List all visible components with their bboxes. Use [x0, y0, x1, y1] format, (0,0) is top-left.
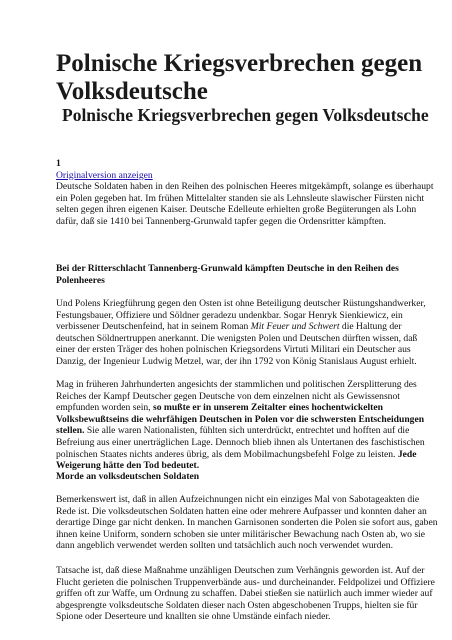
paragraph-3-text-b: Sie alle waren Nationalisten, fühlten sich unterdrückt, entrechtet und hofften auf die Befreiung aus einer unerträglichen Lage. Dennoch blieb ihnen als Untertanen des faschistischen polnischen Staates nichts anderes übrig, als dem Mobilmachungsbefehl Folge zu leisten. [56, 425, 425, 460]
page-marker [56, 158, 438, 228]
paragraph-2 [56, 298, 438, 368]
section-heading-tannenberg: Bei der Ritterschlacht Tannenberg-Grunwald kämpften Deutsche in den Reihen des Polenheeres [56, 263, 399, 286]
paragraph-3-text-a: Mag in früheren Jahrhunderten angesichts der stammlichen und politischen Zersplitterung des Reiches der Kampf Deutscher gegen Deutsche von dem einzelnen nicht als Gewissensnot empfunden worden sein, [56, 379, 417, 414]
page-title: Polnische Kriegsverbrechen gegen Volksdeutsche [56, 50, 423, 105]
section-heading-morde: Morde an volksdeutschen Soldaten [56, 471, 200, 482]
paragraph-5: Tatsache ist, daß diese Maßnahme unzähligen Deutschen zum Verhängnis geworden ist. Auf der Flucht gerieten die polnischen Truppenverbände aus- und durcheinander. Feldpolizei und Offiziere griffen oft zur Waffe, um Ordnung zu schaffen. Dabei stießen sie natürlich auch immer wieder auf abgesprengte volksdeutsche Soldaten dieser nach Osten abgeschobenen Trupps, hielten sie für Spione oder Deserteure und knallten sie ohne Umstände einfach nieder. [56, 565, 435, 623]
paragraph-3-bold-1: so mußte er in unserem Zeitalter eines hochentwickelten Volksbewußtseins die wehrfähigen Deutschen in Polen vor die schwersten Entscheidungen stellen. [56, 402, 425, 437]
paragraph-2-text-a: Und Polens Kriegführung gegen den Osten ist ohne Beteiligung deutscher Rüstungshandwerker, Festungsbauer, Offiziere und Söldner geradezu undenkbar. Sogar Henryk Sienkiewicz, ein verbissener Deutschenfeind, hat in seinem Roman [56, 298, 426, 333]
novel-title: Mit Feuer und Schwert [250, 321, 340, 333]
page-subtitle: Polnische Kriegsverbrechen gegen Volksdeutsche [62, 105, 429, 125]
paragraph-1: Deutsche Soldaten haben in den Reihen des polnischen Heeres mitgekämpft, solange es überhaupt ein Polen gegeben hat. Im frühen Mittelalter standen sie als Lehnsleute slawischer Fürsten nicht selten gegen ihren eigenen Kaiser. Deutsche Edelleute erhielten große Begüterungen als Lohn dafür, daß sie 1410 bei Tannenberg-Grunwald tapfer gegen die Ordensritter kämpften. [56, 181, 434, 227]
paragraph-4: Bemerkenswert ist, daß in allen Aufzeichnungen nicht ein einziges Mal von Sabotageakten die Rede ist. Die volksdeutschen Soldaten hatten eine oder mehrere Aufpasser und konnten daher an derartige Dinge gar nicht denken. In manchen Garnisonen sonderten die Polen sie sofort aus, gaben ihnen keine Uniform, sondern schoben sie unter militärischer Bewachung nach Osten ab, wo sie dann angeblich verwendet werden sollten und tatsächlich auch noch verwendet wurden. [56, 494, 438, 552]
paragraph-2-text-b: die Haltung der deutschen Söldnertruppen anerkannt. Die wenigsten Polen und Deutschen dürften wissen, daß einer der ersten Träger des hohen polnischen Kriegsordens Virtuti Militari ein Deutscher aus Danzig, der Ingenieur Ludwig Metzel, war, der ihn 1792 von König Stanislaus August erhielt. [56, 321, 418, 367]
page-number: 1 [56, 158, 61, 169]
paragraph-3 [56, 379, 438, 472]
original-version-link[interactable]: Originalversion anzeigen [56, 169, 153, 181]
paragraph-3-bold-2: Jede Weigerung hätte den Tod bedeutet. [56, 448, 417, 472]
